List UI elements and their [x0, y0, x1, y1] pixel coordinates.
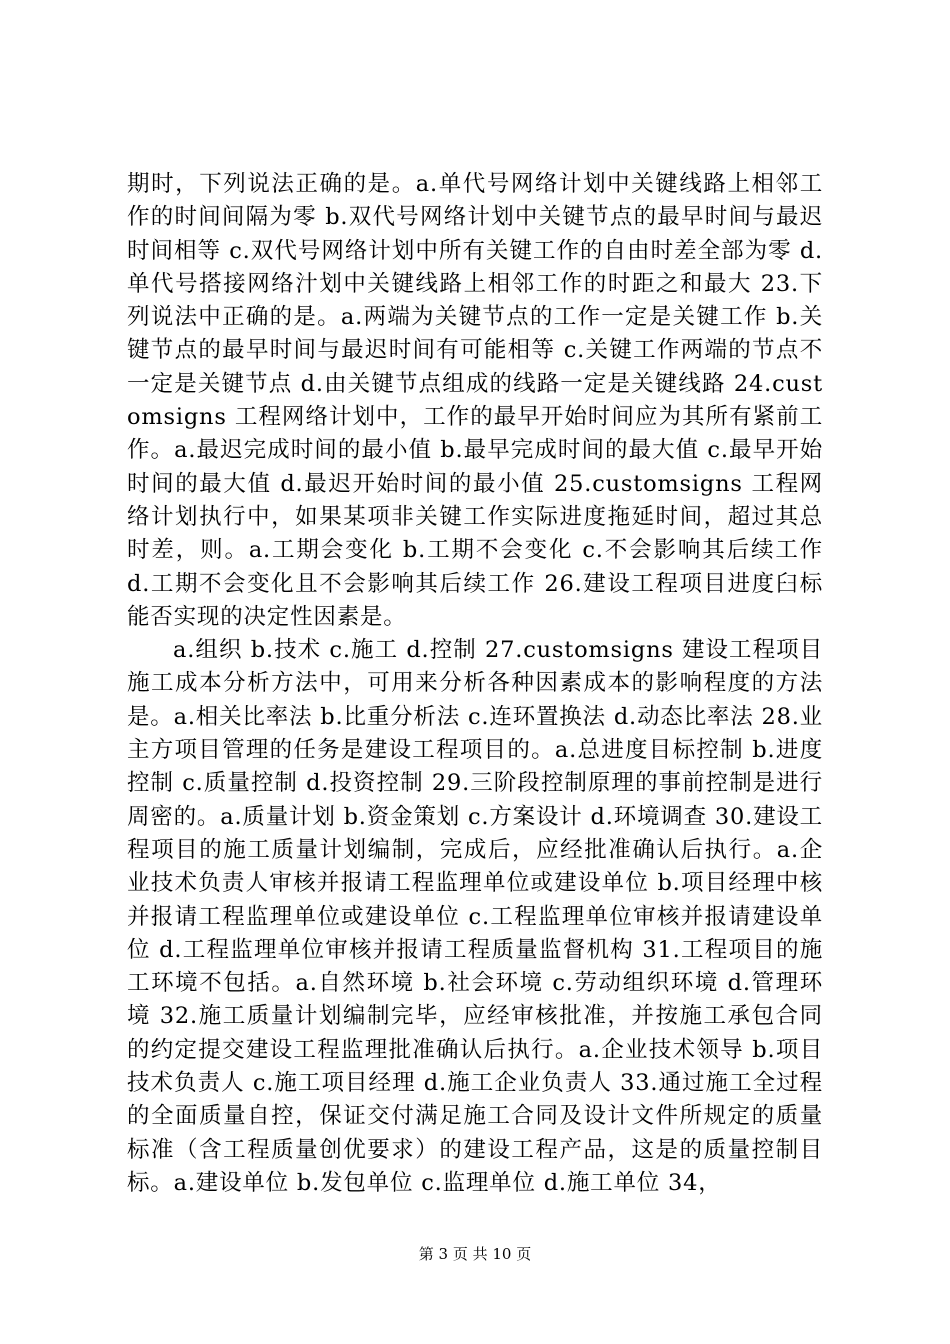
paragraph-1: 期时，下列说法正确的是。a.单代号网络计划中关键线路上相邻工作的时间间隔为零 b.双代号网络计划中关键节点的最早时间与最迟时间相等 c.双代号网络计划中所有关键工作的自由时差全部为零 d.单代号搭接网络汁划中关键线路上相邻工作的时距之和最大 23.下列说法中正确的是。a.两端为关键节点的工作一定是关键工作 b.关键节点的最早时间与最迟时间有可能相等 c.关键工作两端的节点不一定是关键节点 d.由关键节点组成的线路一定是关键线路 24.customsigns 工程网络计划中，工作的最早开始时间应为其所有紧前工作。a.最迟完成时间的最小值 b.最早完成时间的最大值 c.最早开始时间的最大值 d.最迟开始时间的最小值 25.customsigns 工程网络计划执行中，如果某项非关键工作实际进度拖延时间，超过其总时差，则。a.工期会变化 b.工期不会变化 c.不会影响其后续工作 d.工期不会变化且不会影响其后续工作 26.建设工程项目进度臼标能否实现的决定性因素是。: [127, 171, 823, 630]
page-body: [127, 168, 823, 1200]
page-number-footer: 第 3 页 共 10 页: [418, 1245, 532, 1263]
paragraph-2: a.组织 b.技术 c.施工 d.控制 27.customsigns 建设工程项目施工成本分析方法中，可用来分析各种因素成本的影响程度的方法是。a.相关比率法 b.比重分析法 c.连环置换法 d.动态比率法 28.业主方项目管理的任务是建设工程项目的。a.总进度目标控制 b.进度控制 c.质量控制 d.投资控制 29.三阶段控制原理的事前控制是进行周密的。a.质量计划 b.资金策划 c.方案设计 d.环境调查 30.建设工程项目的施工质量计划编制，完成后，应经批准确认后执行。a.企业技术负责人审核并报请工程监理单位或建设单位 b.项目经理中核并报请工程监理单位或建设单位 c.工程监理单位审核并报请建设单位 d.工程监理单位审核并报请工程质量监督机构 31.工程项目的施工环境不包括。a.自然环境 b.社会环境 c.劳动组织环境 d.管理环境 32.施工质量计划编制完毕，应经审核批准，并按施工承包合同的约定提交建设工程监理批准确认后执行。a.企业技术领导 b.项目技术负责人 c.施工项目经理 d.施工企业负责人 33.通过施工全过程的全面质量自控，保证交付满足施工合同及设计文件所规定的质量标准（含工程质量创优要求）的建设工程产品，这是的质量控制目标。a.建设单位 b.发包单位 c.监理单位 d.施工单位 34，: [127, 637, 823, 1196]
